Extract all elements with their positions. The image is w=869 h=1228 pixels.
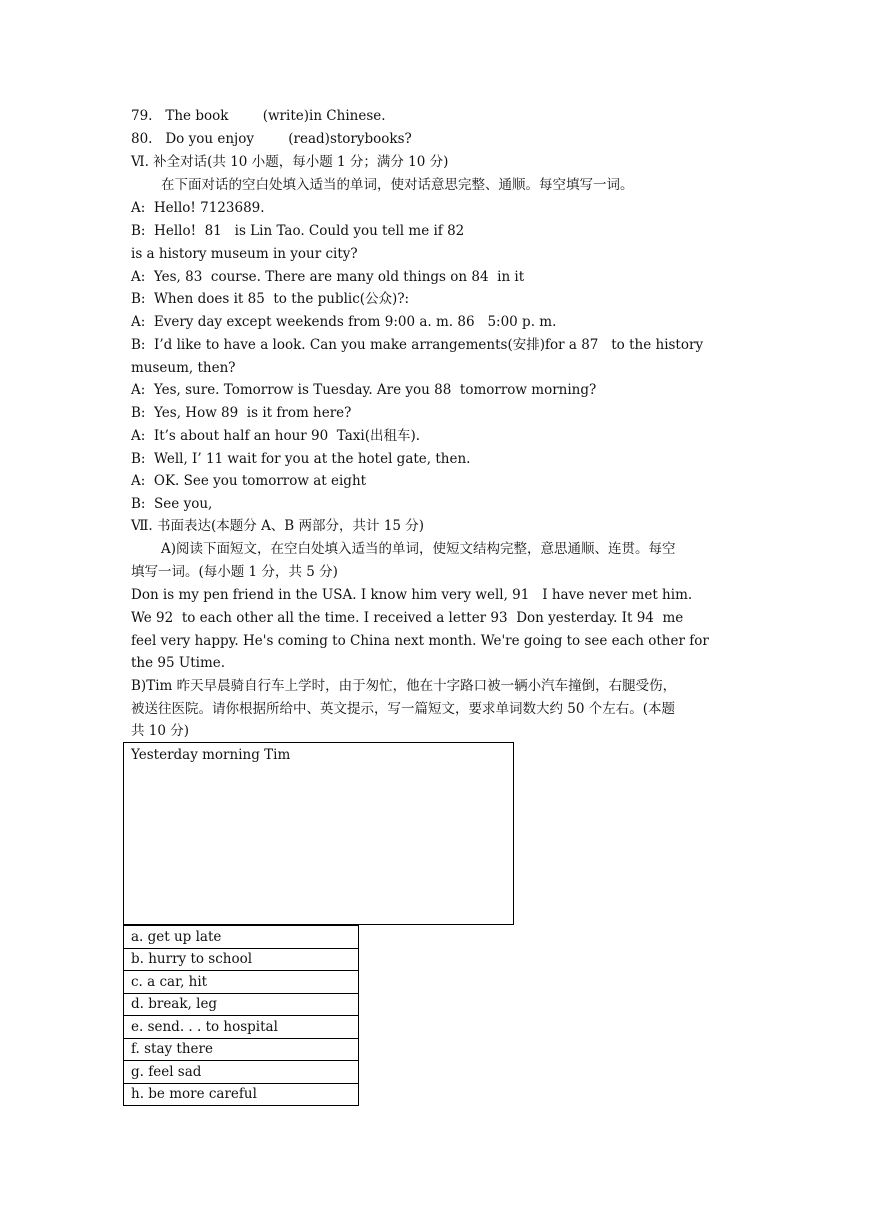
dialog-line: A: OK. See you tomorrow at eight [131,473,367,489]
hint-cell: h. be more careful [124,1083,359,1106]
hint-row [124,926,359,949]
dialog-line: B: Hello! 81 is Lin Tao. Could you tell me if 82 [131,223,465,239]
section-6-title: Ⅵ. 补全对话(共 10 小题，每小题 1 分；满分 10 分) [131,154,449,170]
dialog-line: B: When does it 85 to the public(公众)?: [131,291,410,307]
writing-start-text: Yesterday morning Tim [131,747,291,763]
dialog-line: B: Yes, How 89 is it from here? [131,405,352,421]
dialog-line: is a history museum in your city? [131,246,358,262]
dialog-line: B: I’d like to have a look. Can you make arrangements(安排)for a 87 to the history [131,337,704,353]
passage-line: the 95 Utime. [131,655,226,671]
dialog-line: A: Hello! 7123689. [131,200,265,216]
section-6-instruction: 在下面对话的空白处填入适当的单词，使对话意思完整、通顺。每空填写一词。 [161,177,634,193]
hint-cell: f. stay there [124,1038,359,1061]
hint-cell: g. feel sad [124,1061,359,1084]
hint-cell: e. send. . . to hospital [124,1016,359,1039]
part-b-instruction: B)Tim 昨天早晨骑自行车上学时，由于匆忙，他在十字路口被一辆小汽车撞倒，右腿受伤， [131,678,677,694]
hint-row [124,1016,359,1039]
question-79: 79. The book (write)in Chinese. [131,108,386,124]
hint-row [124,1038,359,1061]
hint-cell: a. get up late [124,926,359,949]
part-a-instruction: A)阅读下面短文，在空白处填入适当的单词，使短文结构完整，意思通顺、连贯。每空 [161,541,676,557]
part-a-instruction-cont: 填写一词。(每小题 1 分，共 5 分) [131,564,338,580]
hints-table [123,925,359,1106]
hint-cell: b. hurry to school [124,948,359,971]
question-80: 80. Do you enjoy (read)storybooks? [131,131,412,147]
writing-box[interactable] [123,742,514,925]
dialog-line: A: Every day except weekends from 9:00 a. m. 86 5:00 p. m. [131,314,557,330]
dialog-line: B: Well, I’ 11 wait for you at the hotel gate, then. [131,451,471,467]
part-b-instruction-cont: 被送往医院。请你根据所给中、英文提示，写一篇短文，要求单词数大约 50 个左右。(本题 [131,701,676,717]
passage-line: feel very happy. He's coming to China next month. We're going to see each other for [131,633,709,649]
passage-line: Don is my pen friend in the USA. I know him very well, 91 I have never met him. [131,587,693,603]
hint-cell: d. break, leg [124,993,359,1016]
dialog-line: museum, then? [131,360,236,376]
hint-cell: c. a car, hit [124,971,359,994]
dialog-line: A: Yes, sure. Tomorrow is Tuesday. Are you 88 tomorrow morning? [131,382,597,398]
hint-row [124,993,359,1016]
hint-row [124,1083,359,1106]
part-b-instruction-end: 共 10 分) [131,723,190,739]
hint-row [124,1061,359,1084]
dialog-line: A: It’s about half an hour 90 Taxi(出租车). [131,428,421,444]
section-7-title: Ⅶ. 书面表达(本题分 A、B 两部分，共计 15 分) [131,518,425,534]
hint-row [124,948,359,971]
dialog-line: A: Yes, 83 course. There are many old things on 84 in it [131,269,525,285]
dialog-line: B: See you, [131,496,213,512]
passage-line: We 92 to each other all the time. I received a letter 93 Don yesterday. It 94 me [131,610,684,626]
hint-row [124,971,359,994]
